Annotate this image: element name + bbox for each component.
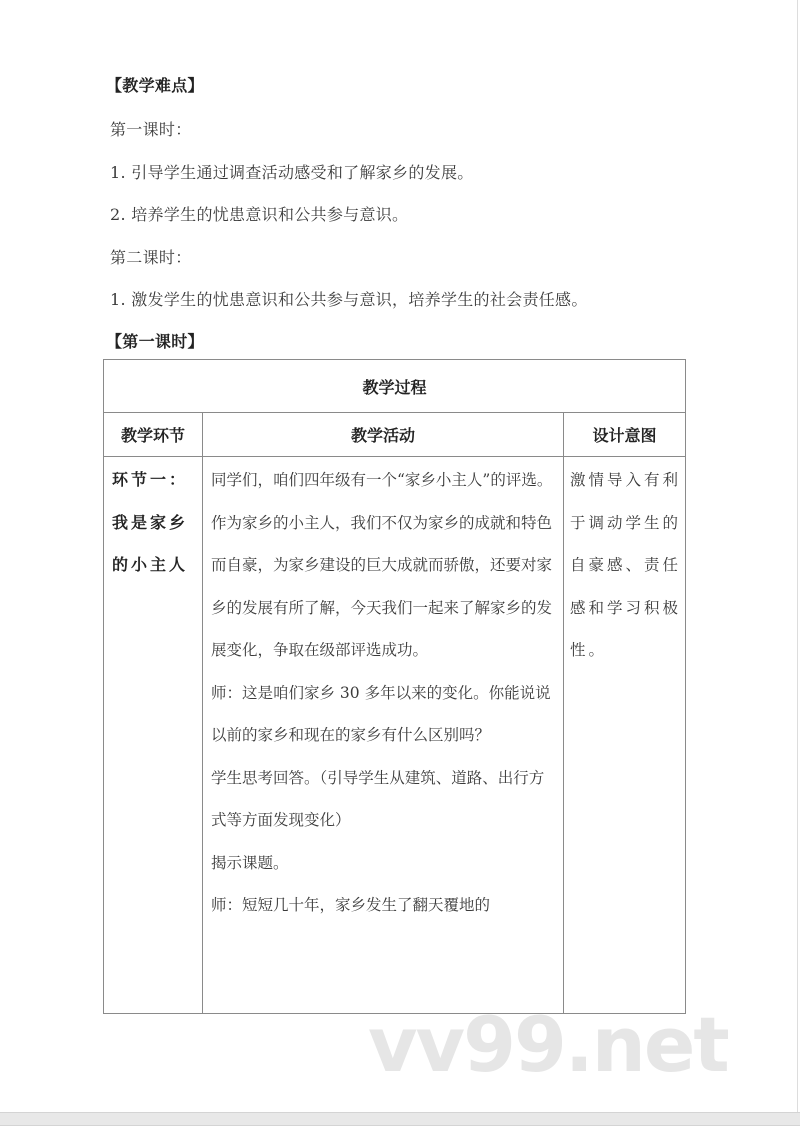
header-activity: 教学活动 xyxy=(203,413,564,457)
lesson2-point-1: 1. 激发学生的忧患意识和公共参与意识，培养学生的社会责任感。 xyxy=(110,290,588,309)
lesson2-label: 第二课时： xyxy=(110,248,192,267)
activity-paragraph: 学生思考回答。（引导学生从建筑、道路、出行方式等方面发现变化） xyxy=(211,768,545,829)
activity-paragraph: 同学们，咱们四年级有一个“家乡小主人”的评选。作为家乡的小主人，我们不仅为家乡的成就和特色而自豪，为家乡建设的巨大成就而骄傲，还要对家乡的发展有所了解，今天我们一起来了解家乡的发展变化，争取在级部评选成功。 xyxy=(211,471,553,659)
header-intent: 设计意图 xyxy=(564,413,686,457)
activity-paragraph: 揭示课题。 xyxy=(211,853,289,872)
activity-paragraph: 师：这是咱们家乡 30 多年以来的变化。你能说说以前的家乡和现在的家乡有什么区别吗？ xyxy=(211,683,551,744)
stage-cell: 环节一：我是家乡的小主人 xyxy=(104,457,203,1014)
activity-paragraph: 师：短短几十年，家乡发生了翻天覆地的 xyxy=(211,896,491,914)
section-heading: 【第一课时】 xyxy=(106,332,204,351)
table-title: 教学过程 xyxy=(104,360,686,413)
difficulty-heading: 【教学难点】 xyxy=(106,76,204,95)
intent-cell: 激情导入有利于调动学生的自豪感、责任感和学习积极性。 xyxy=(564,457,686,1014)
table-row xyxy=(104,457,686,1014)
teaching-process-table xyxy=(103,359,686,1014)
watermark: vv99.net xyxy=(368,1000,728,1089)
lesson1-point-2: 2. 培养学生的忧患意识和公共参与意识。 xyxy=(110,205,409,224)
lesson1-point-1: 1. 引导学生通过调查活动感受和了解家乡的发展。 xyxy=(110,163,474,182)
activity-cell xyxy=(203,457,564,1014)
header-stage: 教学环节 xyxy=(104,413,203,457)
page-separator xyxy=(0,1112,800,1126)
lesson1-label: 第一课时： xyxy=(110,120,192,139)
